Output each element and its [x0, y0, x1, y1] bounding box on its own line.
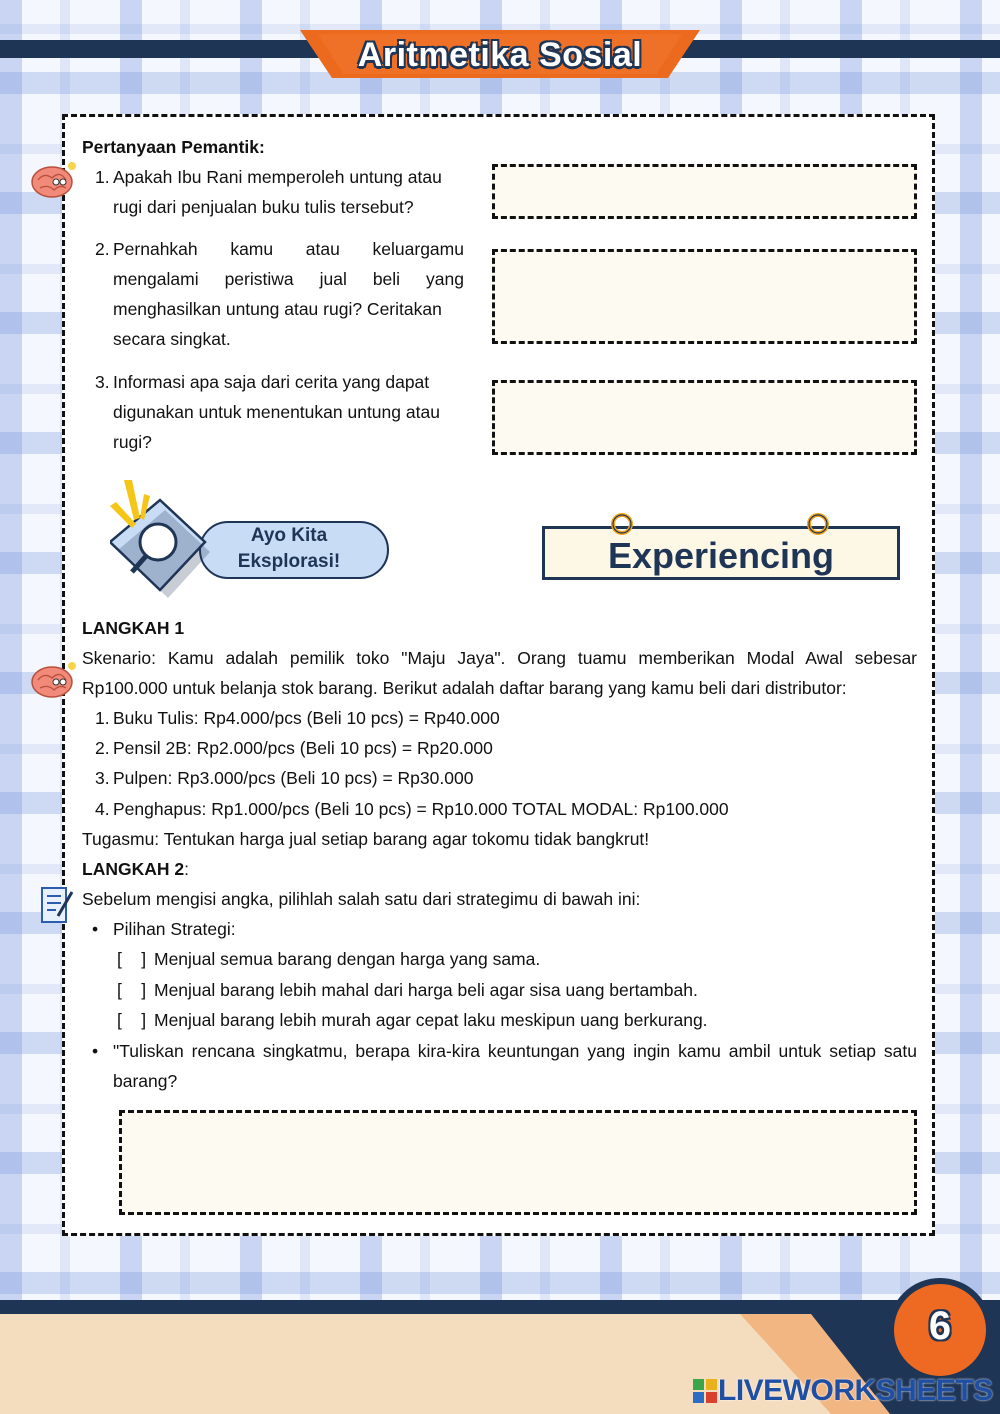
- option-checkbox[interactable]: [ ]: [117, 980, 147, 1000]
- answer-box-q3[interactable]: [492, 380, 917, 455]
- question-number: 1.: [95, 167, 110, 187]
- item-number: 1.: [95, 708, 110, 728]
- question-number: 2.: [95, 239, 110, 259]
- word: keluargamu: [372, 239, 464, 259]
- question-line: digunakan untuk menentukan untung atau: [113, 402, 440, 422]
- ayo-line2: Eksplorasi!: [237, 551, 341, 572]
- option-text: Menjual barang lebih mahal dari harga beli agar sisa uang bertambah.: [154, 980, 698, 1000]
- item-text: Penghapus: Rp1.000/pcs (Beli 10 pcs) = Rp10.000 TOTAL MODAL: Rp100.000: [113, 799, 729, 819]
- question-line: Apakah Ibu Rani memperoleh untung atau: [113, 167, 442, 187]
- word: peristiwa: [224, 269, 294, 289]
- bullet-plan: "Tuliskan rencana singkatmu, berapa kira-kira keuntungan yang ingin kamu ambil untuk setiap satu barang?: [113, 1041, 917, 1091]
- liveworksheets-logo: [692, 1374, 993, 1408]
- task-text: Tugasmu: Tentukan harga jual setiap barang agar tokomu tidak bangkrut!: [82, 829, 650, 849]
- word: yang: [426, 269, 464, 289]
- item-number: 2.: [95, 738, 110, 758]
- answer-box-q2[interactable]: [492, 249, 917, 344]
- item-number: 3.: [95, 768, 110, 788]
- liveworksheets-icon: [692, 1378, 718, 1404]
- brain-icon: [30, 160, 78, 200]
- item-text: Pensil 2B: Rp2.000/pcs (Beli 10 pcs) = Rp20.000: [113, 738, 493, 758]
- question-number: 3.: [95, 372, 110, 392]
- langkah2-colon: :: [184, 859, 189, 879]
- scenario-paragraph: Skenario: Kamu adalah pemilik toko "Maju Jaya". Orang tuamu memberikan Modal Awal sebesar Rp100.000 untuk belanja stok barang. Berikut adalah daftar barang yang kamu beli dari distributor:: [82, 648, 917, 698]
- item-number: 4.: [95, 799, 110, 819]
- answer-box-q1[interactable]: [492, 164, 917, 219]
- word: atau: [305, 239, 340, 259]
- option-checkbox[interactable]: [ ]: [117, 949, 147, 969]
- notepad-icon: [38, 884, 76, 926]
- question-line: Informasi apa saja dari cerita yang dapat: [113, 372, 430, 392]
- answer-box-plan[interactable]: [119, 1110, 917, 1215]
- word: kamu: [230, 239, 274, 259]
- brain-icon: [30, 660, 78, 700]
- question-line: rugi?: [113, 432, 152, 452]
- word: jual: [319, 269, 347, 289]
- ayo-line1: Ayo Kita: [250, 525, 328, 546]
- question-line: rugi dari penjualan buku tulis tersebut?: [113, 197, 414, 217]
- page-title: Aritmetika Sosial: [357, 36, 643, 74]
- item-text: Pulpen: Rp3.000/pcs (Beli 10 pcs) = Rp30.000: [113, 768, 474, 788]
- question-line-justified: [113, 264, 464, 294]
- experiencing-text: Experiencing: [607, 535, 835, 576]
- langkah1-heading: LANGKAH 1: [82, 618, 185, 638]
- langkah2-intro: Sebelum mengisi angka, pilihlah salah satu dari strategimu di bawah ini:: [82, 889, 641, 909]
- liveworksheets-text: LIVEWORKSHEETS: [718, 1374, 993, 1407]
- bullet-dot: •: [92, 1041, 99, 1061]
- question-line: menghasilkan untung atau rugi? Ceritakan: [113, 299, 442, 319]
- langkah2-heading: LANGKAH 2: [82, 859, 185, 879]
- word: mengalami: [113, 269, 199, 289]
- option-checkbox[interactable]: [ ]: [117, 1010, 147, 1030]
- word: Pernahkah: [113, 239, 198, 259]
- bullet-strategy: Pilihan Strategi:: [113, 919, 236, 939]
- option-text: Menjual semua barang dengan harga yang sama.: [154, 949, 541, 969]
- pemantik-heading: Pertanyaan Pemantik:: [82, 137, 265, 157]
- question-line-justified: [113, 234, 464, 264]
- page-number: 6: [928, 1304, 952, 1348]
- word: beli: [372, 269, 401, 289]
- item-text: Buku Tulis: Rp4.000/pcs (Beli 10 pcs) = Rp40.000: [113, 708, 500, 728]
- option-text: Menjual barang lebih murah agar cepat laku meskipun uang berkurang.: [154, 1010, 708, 1030]
- question-line: secara singkat.: [113, 329, 231, 349]
- bullet-dot: •: [92, 919, 99, 939]
- langkah2-heading-line: [82, 854, 189, 884]
